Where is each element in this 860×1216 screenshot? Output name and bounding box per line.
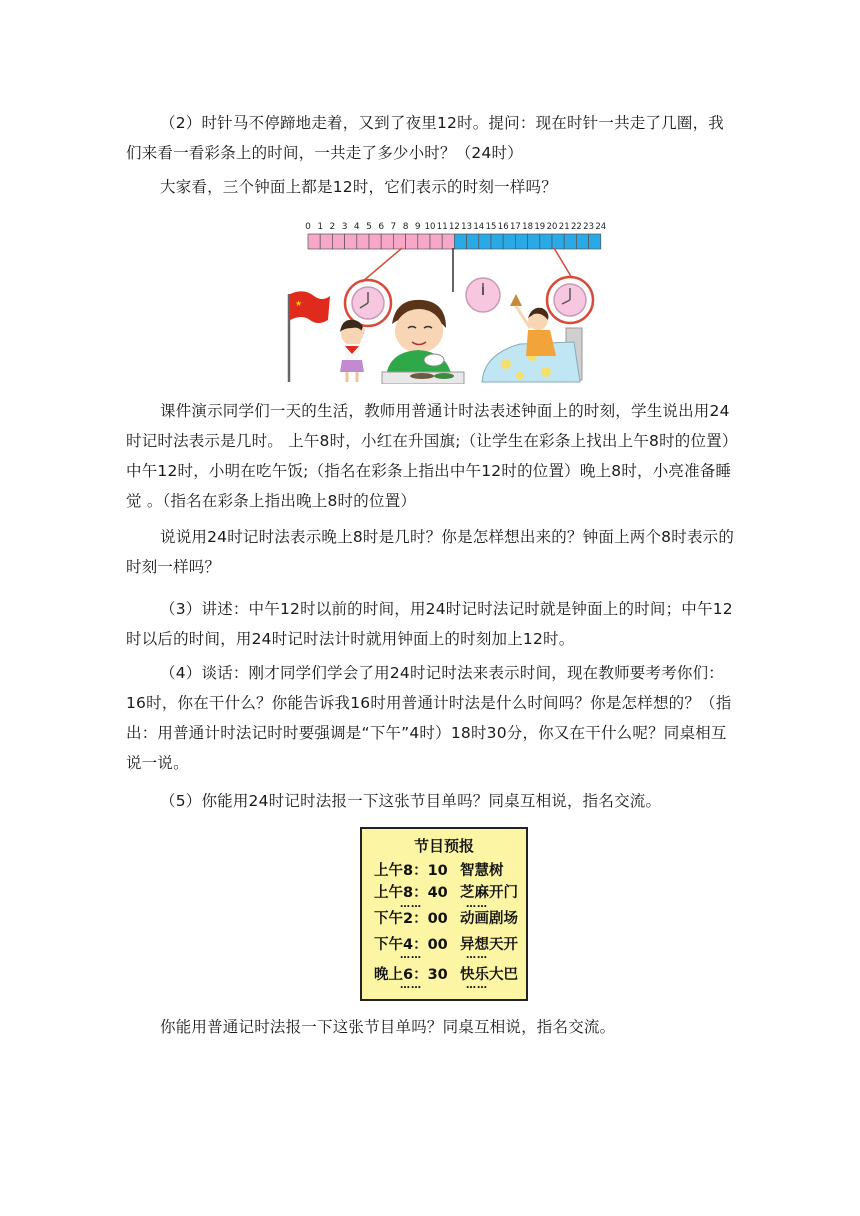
ellipsis: …… [400, 950, 422, 961]
timeline-hour-label: 19 [534, 222, 546, 232]
timeline-hour-label: 22 [570, 222, 582, 232]
timeline-hour-label: 8 [402, 222, 409, 232]
timeline-hour-label: 6 [378, 222, 385, 232]
schedule-row [374, 859, 524, 879]
schedule-title: 节目预报 [413, 837, 474, 855]
timeline-hour-label: 21 [558, 222, 570, 232]
ellipsis: …… [400, 980, 422, 991]
timeline-hour-label: 0 [305, 222, 311, 232]
timeline-hour-label: 5 [366, 222, 372, 232]
timeline-hour-cell [479, 234, 491, 249]
schedule-time: 上午8：40 [374, 885, 448, 901]
timeline-hour-label: 9 [414, 222, 421, 232]
schedule-program: 芝麻开门 [460, 885, 518, 901]
timeline-hour-cell [308, 234, 320, 249]
ellipsis: …… [466, 980, 488, 991]
timeline-hour-label: 2 [329, 222, 336, 232]
clock-icon-12noon [466, 278, 500, 312]
timeline-hour-cell [430, 234, 442, 249]
timeline-hour-cell [454, 234, 466, 249]
timeline-hour-label: 10 [424, 222, 436, 232]
timeline-hour-cell [369, 234, 381, 249]
timeline-hour-label: 12 [448, 222, 460, 232]
timeline-hour-cell [491, 234, 503, 249]
paragraph-4: 说说用24时记时法表示晚上8时是几时？你是怎样想出来的？钟面上两个8时表示的时刻一样吗？ [126, 528, 735, 576]
schedule-time: 下午2：00 [374, 911, 448, 927]
schedule-row [374, 933, 524, 953]
timeline-hour-label: 23 [583, 222, 595, 232]
timeline-hour-cell [320, 234, 332, 249]
schedule-time: 下午4：00 [374, 937, 448, 953]
flag-icon [289, 291, 330, 382]
schedule-row [374, 963, 524, 983]
svg-text:★: ★ [295, 299, 303, 308]
timeline-hour-label: 16 [497, 222, 509, 232]
timeline-hour-label: 11 [436, 222, 448, 232]
timeline-clock-illustration [284, 216, 614, 384]
ellipsis: …… [466, 950, 488, 961]
timeline-hour-cell [552, 234, 564, 249]
timeline-hour-label: 15 [485, 222, 497, 232]
schedule-time: 晚上6：30 [374, 967, 448, 983]
illustration-svg [284, 216, 614, 384]
schedule-row [374, 907, 524, 927]
timeline-hour-cell [576, 234, 588, 249]
girl-saluting-illustration [340, 320, 364, 382]
schedule-program: 动画剧场 [460, 911, 518, 927]
timeline-hour-cell [357, 234, 369, 249]
paragraph-3: 课件演示同学们一天的生活，教师用普通计时法表述钟面上的时刻，学生说出用24时记时法表示是几时。 上午8时，小红在升国旗;（让学生在彩条上找出上午8时的位置）中午12时，小明在吃午饭;（指名在彩条上指出中午12时的位置）晚上8时，小亮准备睡觉 。（指名在彩条上指出晚上8时的位置） [126, 402, 732, 510]
timeline-hour-label: 4 [353, 222, 360, 232]
timeline-bar [308, 234, 601, 249]
timeline-hour-label: 3 [341, 222, 348, 232]
paragraph-1: （2）时针马不停蹄地走着，又到了夜里12时。提问：现在时针一共走了几圈，我们来看一看彩条上的时间，一共走了多少小时？（24时） [126, 114, 724, 162]
timeline-hour-cell [332, 234, 344, 249]
program-schedule-card [360, 827, 528, 1001]
timeline-hour-label: 17 [509, 222, 521, 232]
timeline-hour-cell [528, 234, 540, 249]
connector-line-20 [554, 248, 572, 278]
timeline-hour-cell [540, 234, 552, 249]
timeline-hour-cell [418, 234, 430, 249]
timeline-hour-label: 1 [317, 222, 324, 232]
schedule-time: 上午8：10 [374, 863, 448, 879]
ellipsis: …… [400, 899, 422, 910]
clock-icon-8pm [547, 277, 593, 323]
paragraph-7: （5）你能用24时记时法报一下这张节目单吗？同桌互相说，指名交流。 [160, 792, 662, 810]
timeline-hour-cell [406, 234, 418, 249]
timeline-hour-cell [345, 234, 357, 249]
timeline-hour-label: 24 [595, 222, 607, 232]
connector-line-8 [362, 248, 402, 282]
timeline-hour-label: 14 [473, 222, 485, 232]
timeline-labels [305, 222, 606, 232]
timeline-hour-cell [589, 234, 601, 249]
schedule-program: 智慧树 [460, 863, 504, 879]
paragraph-5: （3）讲述：中午12时以前的时间，用24时记时法记时就是钟面上的时间；中午12时以后的时间，用24时记时法计时就用钟面上的时刻加上12时。 [126, 600, 733, 648]
paragraph-2: 大家看，三个钟面上都是12时，它们表示的时刻一样吗？ [160, 178, 557, 196]
schedule-program: 快乐大巴 [460, 967, 518, 983]
ellipsis: …… [466, 899, 488, 910]
timeline-hour-label: 20 [546, 222, 558, 232]
timeline-hour-cell [467, 234, 479, 249]
timeline-hour-cell [515, 234, 527, 249]
timeline-hour-cell [381, 234, 393, 249]
timeline-hour-cell [564, 234, 576, 249]
clock-icon-8am [345, 280, 391, 326]
timeline-hour-label: 18 [522, 222, 534, 232]
boy-eating-illustration [382, 300, 464, 384]
paragraph-8: 你能用普通记时法报一下这张节目单吗？同桌互相说，指名交流。 [160, 1018, 616, 1036]
timeline-hour-cell [503, 234, 515, 249]
timeline-hour-label: 7 [390, 222, 397, 232]
timeline-hour-cell [393, 234, 405, 249]
schedule-program: 异想天开 [460, 937, 518, 953]
timeline-hour-cell [442, 234, 454, 249]
schedule-row [374, 881, 524, 901]
paragraph-6: （4）谈话：刚才同学们学会了用24时记时法来表示时间，现在教师要考考你们：16时，你在干什么？你能告诉我16时用普通计时法是什么时间吗？你是怎样想的？（指出：用普通计时法记时时要强调是“下午”4时）18时30分，你又在干什么呢？同桌相互说一说。 [126, 664, 732, 772]
timeline-hour-label: 13 [461, 222, 473, 232]
